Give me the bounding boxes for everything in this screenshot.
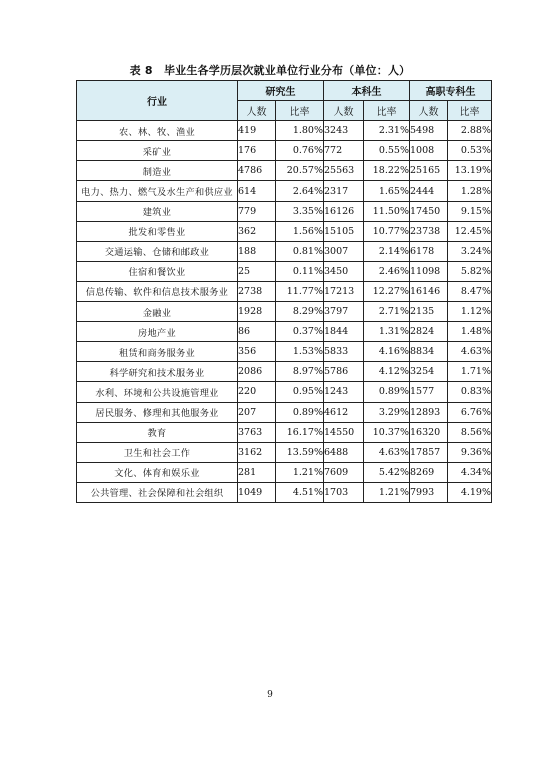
cell-industry: 居民服务、修理和其他服务业 xyxy=(77,402,238,422)
table-row xyxy=(77,241,492,261)
cell-industry: 卫生和社会工作 xyxy=(77,442,238,462)
cell-undergraduate-rate: 0.89% xyxy=(364,382,410,402)
cell-vocational-rate: 1.28% xyxy=(448,181,492,201)
cell-vocational-count: 16320 xyxy=(410,422,448,442)
cell-undergraduate-rate: 1.65% xyxy=(364,181,410,201)
cell-industry: 公共管理、社会保障和社会组织 xyxy=(77,482,238,502)
cell-postgraduate-rate: 2.64% xyxy=(276,181,324,201)
cell-vocational-rate: 4.63% xyxy=(448,342,492,362)
table-row xyxy=(77,121,492,141)
cell-postgraduate-rate: 0.81% xyxy=(276,241,324,261)
cell-vocational-rate: 8.56% xyxy=(448,422,492,442)
cell-vocational-count: 23738 xyxy=(410,221,448,241)
cell-vocational-rate: 6.76% xyxy=(448,402,492,422)
header-group-vocational: 高职专科生 xyxy=(410,81,492,101)
cell-industry: 采矿业 xyxy=(77,141,238,161)
table-row xyxy=(77,281,492,301)
cell-vocational-count: 1577 xyxy=(410,382,448,402)
cell-undergraduate-count: 4612 xyxy=(324,402,364,422)
cell-postgraduate-count: 3763 xyxy=(238,422,276,442)
cell-industry: 科学研究和技术服务业 xyxy=(77,362,238,382)
header-rate: 比率 xyxy=(448,101,492,121)
cell-undergraduate-rate: 10.77% xyxy=(364,221,410,241)
cell-undergraduate-rate: 0.55% xyxy=(364,141,410,161)
cell-postgraduate-count: 188 xyxy=(238,241,276,261)
cell-postgraduate-count: 176 xyxy=(238,141,276,161)
header-count: 人数 xyxy=(238,101,276,121)
cell-industry: 金融业 xyxy=(77,302,238,322)
header-group-postgraduate: 研究生 xyxy=(238,81,324,101)
cell-postgraduate-count: 281 xyxy=(238,462,276,482)
cell-undergraduate-rate: 18.22% xyxy=(364,161,410,181)
cell-undergraduate-rate: 1.21% xyxy=(364,482,410,502)
cell-postgraduate-count: 614 xyxy=(238,181,276,201)
cell-vocational-rate: 3.24% xyxy=(448,241,492,261)
cell-postgraduate-count: 220 xyxy=(238,382,276,402)
cell-undergraduate-count: 1243 xyxy=(324,382,364,402)
cell-postgraduate-rate: 1.56% xyxy=(276,221,324,241)
cell-postgraduate-count: 2738 xyxy=(238,281,276,301)
cell-postgraduate-rate: 1.80% xyxy=(276,121,324,141)
cell-postgraduate-count: 1928 xyxy=(238,302,276,322)
cell-industry: 电力、热力、燃气及水生产和供应业 xyxy=(77,181,238,201)
cell-vocational-count: 8834 xyxy=(410,342,448,362)
cell-undergraduate-count: 14550 xyxy=(324,422,364,442)
cell-postgraduate-rate: 0.37% xyxy=(276,322,324,342)
cell-industry: 教育 xyxy=(77,422,238,442)
cell-postgraduate-rate: 13.59% xyxy=(276,442,324,462)
cell-vocational-rate: 1.12% xyxy=(448,302,492,322)
cell-undergraduate-count: 772 xyxy=(324,141,364,161)
cell-undergraduate-count: 25563 xyxy=(324,161,364,181)
cell-vocational-count: 1008 xyxy=(410,141,448,161)
cell-undergraduate-rate: 3.29% xyxy=(364,402,410,422)
cell-vocational-count: 3254 xyxy=(410,362,448,382)
cell-vocational-count: 16146 xyxy=(410,281,448,301)
cell-undergraduate-count: 1844 xyxy=(324,322,364,342)
table-row xyxy=(77,221,492,241)
cell-industry: 住宿和餐饮业 xyxy=(77,261,238,281)
cell-industry: 制造业 xyxy=(77,161,238,181)
cell-postgraduate-rate: 8.29% xyxy=(276,302,324,322)
cell-industry: 租赁和商务服务业 xyxy=(77,342,238,362)
cell-undergraduate-count: 7609 xyxy=(324,462,364,482)
cell-undergraduate-count: 2317 xyxy=(324,181,364,201)
cell-vocational-rate: 9.36% xyxy=(448,442,492,462)
cell-undergraduate-count: 17213 xyxy=(324,281,364,301)
cell-postgraduate-rate: 0.89% xyxy=(276,402,324,422)
table-row xyxy=(77,261,492,281)
cell-undergraduate-count: 5833 xyxy=(324,342,364,362)
cell-industry: 文化、体育和娱乐业 xyxy=(77,462,238,482)
cell-postgraduate-count: 4786 xyxy=(238,161,276,181)
cell-undergraduate-rate: 4.63% xyxy=(364,442,410,462)
cell-undergraduate-count: 3450 xyxy=(324,261,364,281)
cell-vocational-count: 25165 xyxy=(410,161,448,181)
cell-postgraduate-rate: 0.11% xyxy=(276,261,324,281)
cell-postgraduate-rate: 4.51% xyxy=(276,482,324,502)
cell-vocational-count: 11098 xyxy=(410,261,448,281)
cell-vocational-count: 6178 xyxy=(410,241,448,261)
cell-vocational-rate: 12.45% xyxy=(448,221,492,241)
cell-undergraduate-count: 15105 xyxy=(324,221,364,241)
cell-undergraduate-rate: 2.71% xyxy=(364,302,410,322)
cell-vocational-rate: 0.53% xyxy=(448,141,492,161)
cell-postgraduate-rate: 1.53% xyxy=(276,342,324,362)
cell-undergraduate-rate: 1.31% xyxy=(364,322,410,342)
cell-undergraduate-count: 5786 xyxy=(324,362,364,382)
cell-postgraduate-count: 25 xyxy=(238,261,276,281)
table-row xyxy=(77,181,492,201)
cell-industry: 信息传输、软件和信息技术服务业 xyxy=(77,281,238,301)
cell-industry: 农、林、牧、渔业 xyxy=(77,121,238,141)
cell-undergraduate-rate: 5.42% xyxy=(364,462,410,482)
cell-undergraduate-rate: 10.37% xyxy=(364,422,410,442)
cell-vocational-count: 2824 xyxy=(410,322,448,342)
cell-industry: 房地产业 xyxy=(77,322,238,342)
cell-vocational-rate: 2.88% xyxy=(448,121,492,141)
cell-undergraduate-rate: 11.50% xyxy=(364,201,410,221)
cell-vocational-rate: 4.34% xyxy=(448,462,492,482)
cell-undergraduate-rate: 2.14% xyxy=(364,241,410,261)
table-row xyxy=(77,322,492,342)
table-row xyxy=(77,402,492,422)
cell-vocational-count: 8269 xyxy=(410,462,448,482)
table-row xyxy=(77,482,492,502)
header-rate: 比率 xyxy=(364,101,410,121)
cell-postgraduate-rate: 0.76% xyxy=(276,141,324,161)
cell-undergraduate-count: 3243 xyxy=(324,121,364,141)
cell-industry: 建筑业 xyxy=(77,201,238,221)
table-row xyxy=(77,442,492,462)
cell-vocational-count: 17857 xyxy=(410,442,448,462)
cell-vocational-rate: 0.83% xyxy=(448,382,492,402)
cell-postgraduate-count: 362 xyxy=(238,221,276,241)
table-row xyxy=(77,362,492,382)
cell-postgraduate-count: 207 xyxy=(238,402,276,422)
header-row-groups xyxy=(77,81,492,101)
cell-postgraduate-count: 3162 xyxy=(238,442,276,462)
cell-undergraduate-count: 3797 xyxy=(324,302,364,322)
table-body xyxy=(77,121,492,503)
table-caption: 表 8 毕业生各学历层次就业单位行业分布（单位：人） xyxy=(129,64,411,77)
cell-postgraduate-count: 419 xyxy=(238,121,276,141)
cell-undergraduate-rate: 12.27% xyxy=(364,281,410,301)
cell-vocational-count: 17450 xyxy=(410,201,448,221)
header-count: 人数 xyxy=(410,101,448,121)
table-row xyxy=(77,422,492,442)
cell-undergraduate-rate: 2.31% xyxy=(364,121,410,141)
table-row xyxy=(77,161,492,181)
cell-postgraduate-rate: 11.77% xyxy=(276,281,324,301)
cell-vocational-rate: 13.19% xyxy=(448,161,492,181)
table-row xyxy=(77,302,492,322)
table-row xyxy=(77,462,492,482)
cell-vocational-count: 12893 xyxy=(410,402,448,422)
cell-undergraduate-rate: 4.12% xyxy=(364,362,410,382)
cell-vocational-rate: 9.15% xyxy=(448,201,492,221)
table-row xyxy=(77,141,492,161)
cell-industry: 水利、环境和公共设施管理业 xyxy=(77,382,238,402)
cell-vocational-count: 5498 xyxy=(410,121,448,141)
cell-vocational-rate: 5.82% xyxy=(448,261,492,281)
cell-postgraduate-count: 2086 xyxy=(238,362,276,382)
cell-vocational-count: 7993 xyxy=(410,482,448,502)
header-count: 人数 xyxy=(324,101,364,121)
industry-distribution-table xyxy=(76,80,492,503)
header-rate: 比率 xyxy=(276,101,324,121)
cell-vocational-count: 2135 xyxy=(410,302,448,322)
table-row xyxy=(77,342,492,362)
table-row xyxy=(77,201,492,221)
cell-postgraduate-rate: 16.17% xyxy=(276,422,324,442)
cell-undergraduate-count: 3007 xyxy=(324,241,364,261)
cell-postgraduate-rate: 0.95% xyxy=(276,382,324,402)
cell-undergraduate-count: 16126 xyxy=(324,201,364,221)
cell-undergraduate-count: 1703 xyxy=(324,482,364,502)
cell-postgraduate-rate: 1.21% xyxy=(276,462,324,482)
cell-postgraduate-count: 1049 xyxy=(238,482,276,502)
cell-vocational-rate: 1.71% xyxy=(448,362,492,382)
cell-postgraduate-count: 356 xyxy=(238,342,276,362)
page-number: 9 xyxy=(267,690,273,700)
cell-postgraduate-count: 779 xyxy=(238,201,276,221)
header-industry: 行业 xyxy=(77,81,238,121)
cell-postgraduate-count: 86 xyxy=(238,322,276,342)
cell-vocational-rate: 1.48% xyxy=(448,322,492,342)
cell-undergraduate-count: 6488 xyxy=(324,442,364,462)
cell-vocational-count: 2444 xyxy=(410,181,448,201)
cell-industry: 交通运输、仓储和邮政业 xyxy=(77,241,238,261)
header-group-undergraduate: 本科生 xyxy=(324,81,410,101)
cell-postgraduate-rate: 20.57% xyxy=(276,161,324,181)
table-row xyxy=(77,382,492,402)
cell-undergraduate-rate: 4.16% xyxy=(364,342,410,362)
cell-undergraduate-rate: 2.46% xyxy=(364,261,410,281)
cell-postgraduate-rate: 8.97% xyxy=(276,362,324,382)
cell-postgraduate-rate: 3.35% xyxy=(276,201,324,221)
cell-industry: 批发和零售业 xyxy=(77,221,238,241)
cell-vocational-rate: 8.47% xyxy=(448,281,492,301)
cell-vocational-rate: 4.19% xyxy=(448,482,492,502)
